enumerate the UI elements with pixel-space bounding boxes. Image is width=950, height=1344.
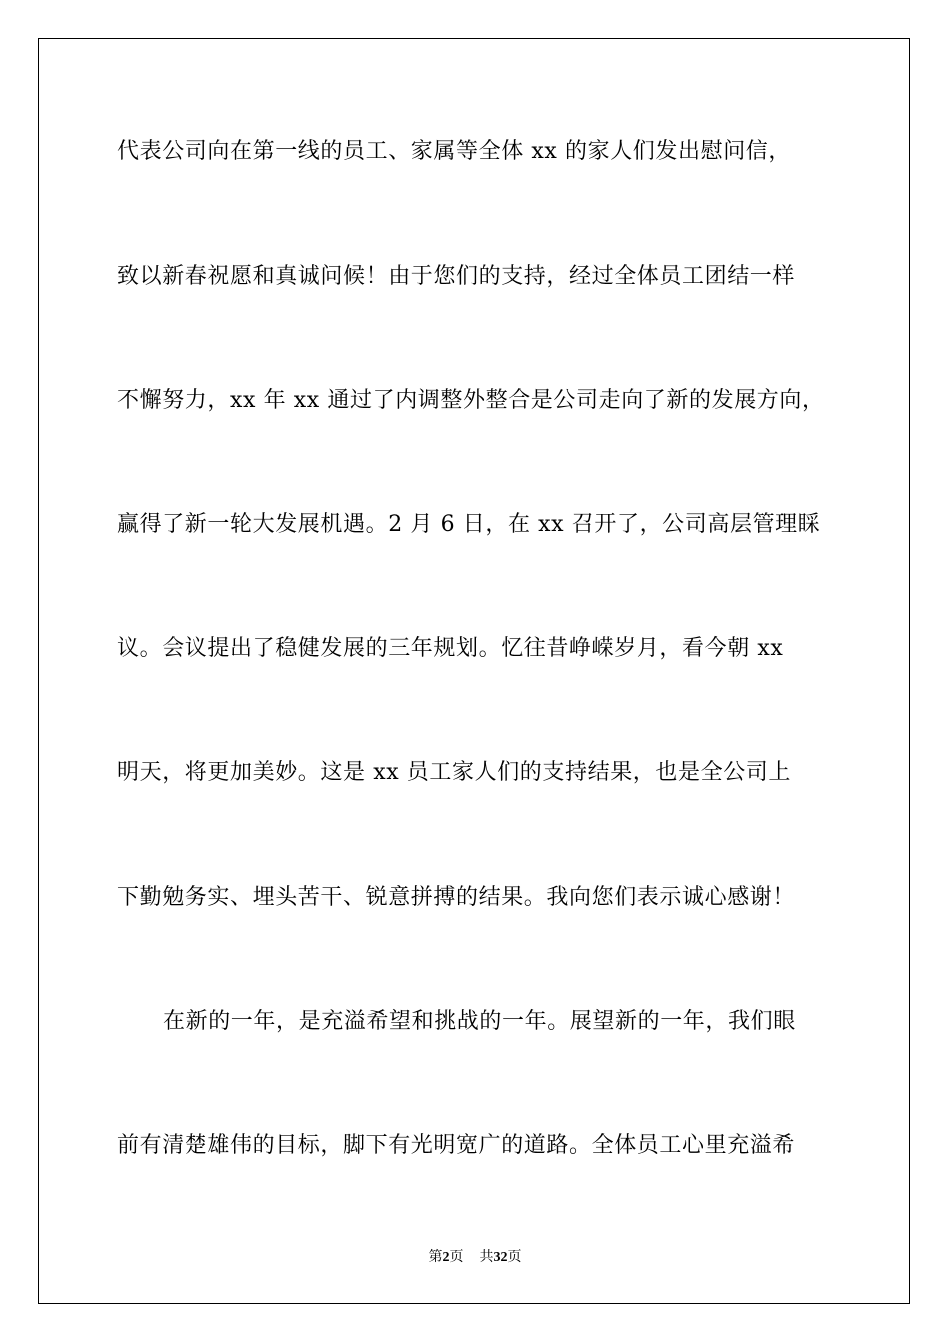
body-text-line-9: 前有清楚雄伟的目标，脚下有光明宽广的道路。全体员工心里充溢希 xyxy=(117,1133,796,1158)
body-text-line-4: 赢得了新一轮大发展机遇。2 月 6 日，在 xx 召开了，公司高层管理睬 xyxy=(117,512,821,537)
body-text-line-3: 不懈努力，xx 年 xx 通过了内调整外整合是公司走向了新的发展方向， xyxy=(117,388,825,413)
page-suffix: 页 xyxy=(449,1249,464,1265)
total-suffix: 页 xyxy=(507,1249,522,1265)
body-text-line-8: 在新的一年，是充溢希望和挑战的一年。展望新的一年，我们眼 xyxy=(163,1009,796,1034)
body-text-line-2: 致以新春祝愿和真诚问候！由于您们的支持，经过全体员工团结一样 xyxy=(117,264,796,289)
page-border xyxy=(38,38,910,1304)
total-prefix: 共 xyxy=(479,1249,494,1265)
total-pages: 32 xyxy=(493,1250,508,1265)
body-text-line-5: 议。会议提出了稳健发展的三年规划。忆往昔峥嵘岁月，看今朝 xx xyxy=(117,636,784,661)
body-text-line-1: 代表公司向在第一线的员工、家属等全体 xx 的家人们发出慰问信， xyxy=(117,139,792,164)
page-number: 2 xyxy=(442,1250,450,1265)
body-text-line-7: 下勤勉务实、埋头苦干、锐意拼搏的结果。我向您们表示诚心感谢！ xyxy=(117,885,796,910)
page-prefix: 第 xyxy=(428,1249,443,1265)
page-footer xyxy=(0,1247,950,1268)
body-text-line-6: 明天，将更加美妙。这是 xx 员工家人们的支持结果，也是全公司上 xyxy=(117,760,792,785)
